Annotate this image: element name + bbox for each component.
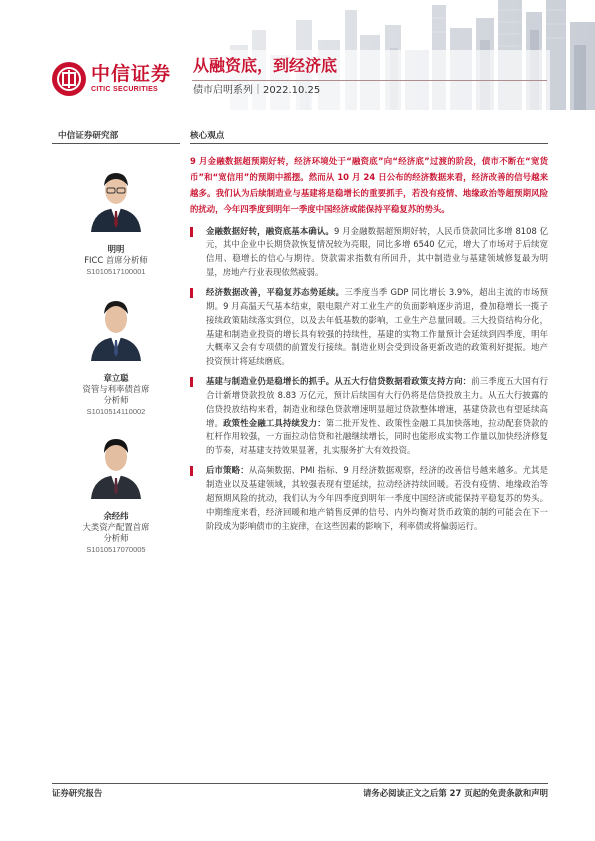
point-text: 9 月金融数据超预期好转，人民币贷款同比多增 8108 亿元，其中企业中长期贷款恢复情况较为亮眼，同比多增 6540 亿元，增大了市场对于后续宽信用、稳增长的信心与期待。贷款需求指数有所回升，其中制造业与基建领域修复最为明显，房地产行业表现依然疲弱。 — [206, 225, 548, 278]
brand-name-en: CITIC SECURITIES — [91, 86, 159, 93]
citic-securities-logo — [52, 62, 171, 96]
analyst-card — [52, 164, 180, 277]
point-text: 前三季度五大国有行合计新增贷款投放 8.83 万亿元，预计后续国有大行仍将是信贷投放主力。从五大行披露的信贷投放结构来看，制造业和绿色贷款增速明显超过贷款整体增速，基建贷款也有望延续高增。 — [206, 376, 548, 428]
point-lead: 基建与制造业仍是稳增长的抓手。从五大行信贷数据看政策支持方向： — [206, 376, 472, 387]
brand-name-cn: 中信证券 — [91, 63, 172, 85]
point-paragraph — [190, 225, 548, 280]
point-paragraph — [190, 464, 548, 533]
summary-highlight: 9 月金融数据超预期好转，经济环境处于“融资底”向“经济底”过渡的阶段，债市不断在“宽货币”和“宽信用”的预期中摇摆。然而从 10 月 24 日公布的经济数据来看，经济改善的信号越来越多。我们认为后续制造业与基建将是稳增长的重要抓手，若没有疫情、地缘政治等超预期风险的扰动，今年四季度到明年一季度中国经济或能保持平稳复苏的势头。 — [190, 156, 548, 214]
analyst-license-id: S1010514110002 — [86, 407, 146, 416]
analyst-name: 明明 — [107, 244, 125, 254]
core-views-section — [190, 130, 548, 533]
point-text: 从高频数据、PMI 指标、9 月经济数据观察，经济的改善信号越来越多。尤其是制造业以及基建领域，其较强表现有望延续，拉动经济持续回暖。若没有疫情、地缘政治等超预期风险的扰动，我们认为今年四季度到明年一季度中国经济或能保持平稳复苏的势头。中期维度来看，经济回暖和地产销售反弹的信号、内外均衡对货币政策的制约可能会在下一阶段成为影响债市的主旋律，在这些因素的影响下，利率债或将偏弱运行。 — [206, 465, 548, 531]
analyst-title: 资管与利率债首席 分析师 — [82, 384, 150, 405]
research-dept-heading: 中信证券研究部 — [52, 130, 180, 144]
analyst-photo — [87, 431, 145, 499]
analyst-license-id: S1010517100001 — [86, 267, 146, 276]
page-header — [0, 0, 595, 110]
analyst-photo — [87, 293, 145, 361]
analyst-sidebar — [52, 130, 180, 555]
analyst-card — [52, 431, 180, 555]
footer-divider — [52, 783, 548, 784]
footer-disclaimer-notice: 请务必阅读正文之后第 27 页起的免责条款和声明 — [363, 788, 548, 798]
citic-logo-icon — [52, 62, 86, 96]
point-lead-secondary: 政策性金融工具持续发力： — [223, 417, 326, 428]
analyst-name: 章立聪 — [103, 373, 129, 383]
footer-report-type: 证券研究报告 — [52, 788, 103, 798]
analyst-license-id: S1010517070005 — [86, 545, 146, 554]
point-lead: 后市策略： — [206, 465, 249, 476]
analyst-name: 余经纬 — [103, 511, 129, 521]
analyst-photo — [87, 164, 145, 232]
report-title: 从融资底，到经济底 — [193, 56, 338, 75]
core-views-heading: 核心观点 — [190, 130, 548, 144]
point-text: 三季度当季 GDP 同比增长 3.9%，超出主流的市场预期。9 月高温天气基本结束，限电限产对工业生产的负面影响逐步消退，叠加稳增长一揽子接续政策陆续落实到位，以及去年低基数的影响，工业生产总量回暖。三大投资结构分化，基建和制造业投资的增长具有较强的持续性，基建的实物工作量预计会延续到四季度，明年大概率又会有专项债的前置发行接续。制造业则会受到设备更新改造的政策利好提振。地产投资预计将延续磨底。 — [206, 287, 548, 367]
analyst-title: FICC 首席分析师 — [84, 255, 148, 265]
report-series-date: 债市启明系列｜2022.10.25 — [193, 85, 321, 96]
title-divider — [192, 80, 547, 81]
point-lead: 经济数据改善，平稳复苏态势延续。 — [206, 287, 345, 297]
analyst-card — [52, 293, 180, 417]
point-paragraph — [190, 375, 548, 458]
point-paragraph — [190, 286, 548, 369]
point-lead: 金融数据好转，融资底基本确认。 — [206, 225, 334, 236]
analyst-title: 大类资产配置首席 分析师 — [82, 522, 150, 543]
point-text-secondary: 第二批开发性、政策性金融工具加快落地，拉动配套贷款的杠杆作用较强，一方面拉动信贷和社融继续增长，同时也能形成实物工作量以加快经济修复的节奏，对基建支持效果显著，扎实服务扩大有效投资。 — [206, 417, 549, 456]
